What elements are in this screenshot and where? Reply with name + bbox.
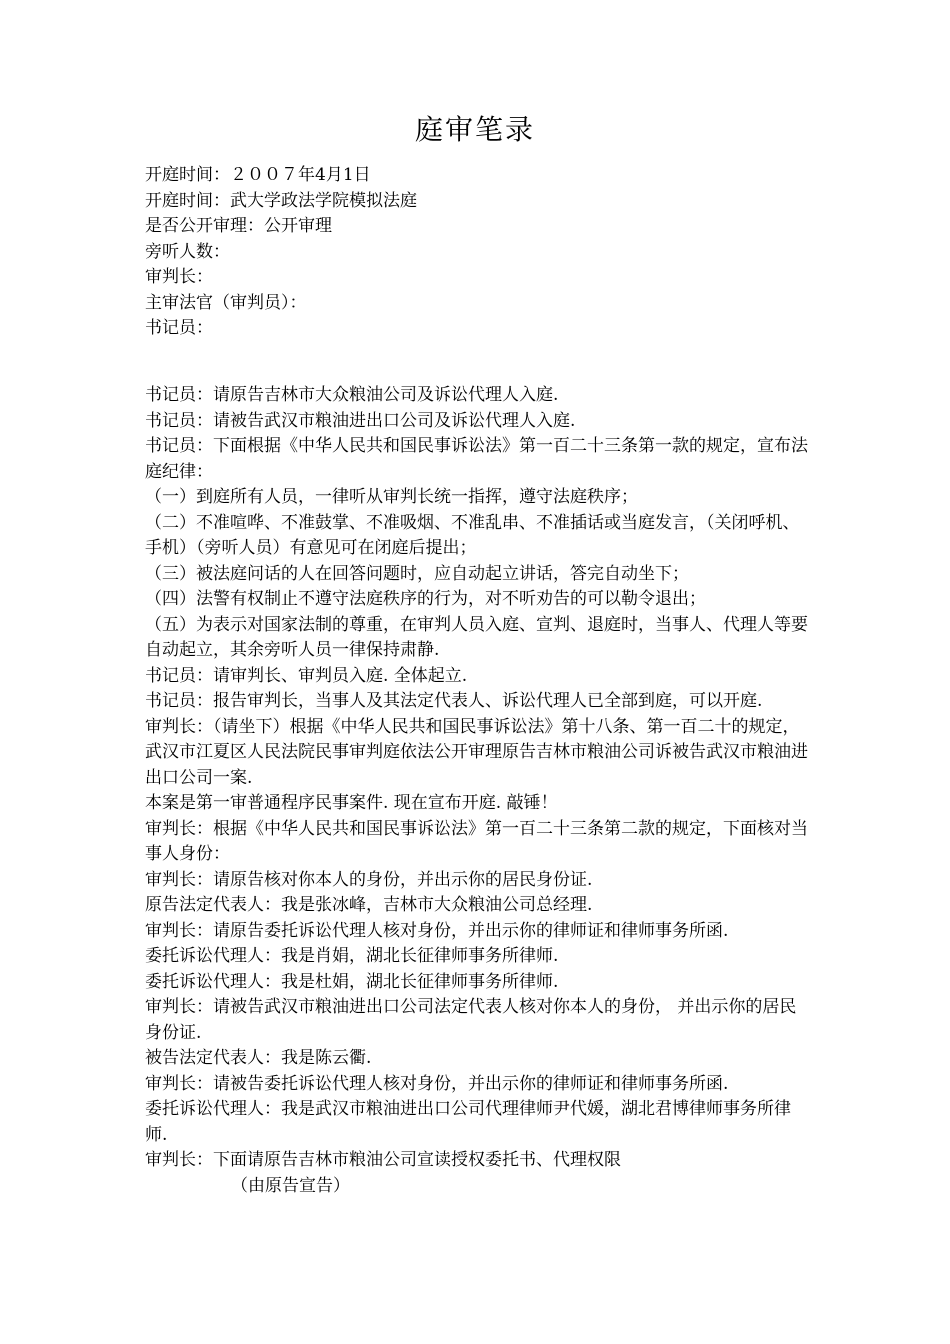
- header-line-open-place: 开庭时间：武大学政法学院模拟法庭: [145, 190, 417, 211]
- header-line-open-time: 开庭时间：２００７年4月1日: [145, 165, 371, 185]
- record-paragraph: 原告法定代表人：我是张冰峰，吉林市大众粮油公司总经理.: [145, 895, 593, 915]
- record-paragraph: 审判长：根据《中华人民共和国民事诉讼法》第一百二十三条第二款的规定，下面核对当事人身份：: [145, 818, 808, 864]
- header-line-clerk: 书记员：: [145, 318, 213, 338]
- header-line-public-trial: 是否公开审理：公开审理: [145, 216, 332, 236]
- record-paragraph: 审判长：（请坐下）根据《中华人民共和国民事诉讼法》第十八条、第一百二十的规定，武汉市江夏区人民法院民事审判庭依法公开审理原告吉林市粮油公司诉被告武汉市粮油进出口公司一案.: [145, 716, 808, 788]
- trial-record: [145, 383, 813, 1199]
- record-paragraph: 书记员：报告审判长，当事人及其法定代表人、诉讼代理人已全部到庭，可以开庭.: [145, 691, 763, 711]
- record-paragraph: 审判长：请被告武汉市粮油进出口公司法定代表人核对你本人的身份， 并出示你的居民身份证.: [145, 997, 797, 1043]
- record-paragraph: （一）到庭所有人员，一律听从审判长统一指挥，遵守法庭秩序；: [145, 487, 638, 507]
- record-paragraph: 被告法定代表人：我是陈云衢.: [145, 1048, 372, 1068]
- header-line-presiding-judge: 审判长：: [145, 267, 213, 287]
- header-line-audience-count: 旁听人数：: [145, 241, 230, 262]
- record-paragraph: 委托诉讼代理人：我是武汉市粮油进出口公司代理律师尹代媛，湖北君博律师事务所律师.: [145, 1099, 791, 1145]
- record-paragraph: （五）为表示对国家法制的尊重，在审判人员入庭、宣判、退庭时，当事人、代理人等要自动起立，其余旁听人员一律保持肃静.: [145, 614, 808, 660]
- record-paragraph: 书记员：请被告武汉市粮油进出口公司及诉讼代理人入庭.: [145, 410, 576, 431]
- record-paragraph: 审判长：请被告委托诉讼代理人核对身份，并出示你的律师证和律师事务所函.: [145, 1073, 729, 1094]
- record-paragraph: 审判长：下面请原告吉林市粮油公司宣读授权委托书、代理权限: [145, 1150, 621, 1170]
- record-paragraph: 书记员：下面根据《中华人民共和国民事诉讼法》第一百二十三条第一款的规定，宣布法庭纪律：: [145, 436, 808, 482]
- record-paragraph: 审判长：请原告核对你本人的身份，并出示你的居民身份证.: [145, 869, 593, 890]
- document-title: 庭审笔录: [414, 113, 535, 146]
- record-paragraph: （四）法警有权制止不遵守法庭秩序的行为，对不听劝告的可以勒令退出；: [145, 589, 706, 609]
- header-info: [145, 163, 825, 342]
- record-paragraph: 审判长：请原告委托诉讼代理人核对身份，并出示你的律师证和律师事务所函.: [145, 920, 729, 941]
- record-paragraph: 本案是第一审普通程序民事案件. 现在宣布开庭. 敲锤！: [145, 793, 558, 813]
- record-paragraph: 书记员：请审判长、审判员入庭. 全体起立.: [145, 665, 468, 686]
- record-paragraph-note: （由原告宣告）: [231, 1175, 350, 1196]
- record-paragraph: 委托诉讼代理人：我是肖娟，湖北长征律师事务所律师.: [145, 946, 559, 966]
- record-paragraph: 书记员：请原告吉林市大众粮油公司及诉讼代理人入庭.: [145, 385, 559, 405]
- record-paragraph: （三）被法庭问话的人在回答问题时，应自动起立讲话，答完自动坐下；: [145, 563, 689, 584]
- record-paragraph: （二）不准喧哗、不准鼓掌、不准吸烟、不准乱串、不准插话或当庭发言，（关闭呼机、手机）（旁听人员）有意见可在闭庭后提出；: [145, 512, 800, 558]
- record-paragraph: 委托诉讼代理人：我是杜娟，湖北长征律师事务所律师.: [145, 971, 559, 992]
- header-line-chief-judge: 主审法官（审判员）：: [145, 292, 307, 313]
